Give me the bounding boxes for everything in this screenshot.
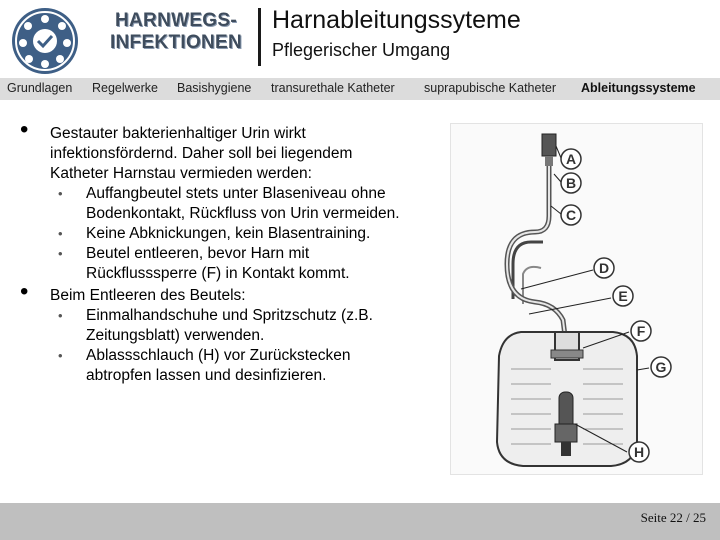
svg-text:F: F: [636, 323, 646, 339]
bullet-icon: •: [20, 116, 29, 143]
svg-text:E: E: [618, 288, 628, 304]
sub-bullet-icon: •: [58, 308, 63, 323]
sub-bullet-text: Auffangbeutel stets unter Blaseniveau ohne Bodenkontakt, Rückfluss von Urin vermeiden.: [86, 185, 400, 222]
label-h: [629, 442, 649, 462]
svg-text:G: G: [655, 359, 667, 375]
sub-bullet-item: [14, 244, 414, 284]
label-g: [651, 357, 671, 377]
sub-bullet-item: [14, 306, 414, 346]
label-c: [561, 205, 581, 225]
logo-icon: [10, 6, 80, 76]
sub-bullet-icon: •: [58, 348, 63, 363]
nav-item-grundlagen[interactable]: Grundlagen: [7, 81, 73, 95]
brand-line-1: HARNWEGS-: [115, 10, 237, 31]
header-divider: [258, 8, 261, 66]
bullet-item: [14, 278, 414, 306]
label-a: [561, 149, 581, 169]
label-b: [561, 173, 581, 193]
page-number: Seite 22 / 25: [640, 510, 706, 525]
sub-bullet-item: [14, 224, 414, 244]
footer-bar: [0, 503, 720, 540]
drainage-bag-illustration: [451, 124, 702, 474]
sub-bullet-icon: •: [58, 246, 63, 261]
bullet-item: [14, 116, 414, 184]
label-d: [594, 258, 614, 278]
label-f: [631, 321, 651, 341]
bullet-text: Gestauter bakterienhaltiger Urin wirkt infektionsfördernd. Daher soll bei liegendem Katheter Harnstau vermieden werden:: [50, 125, 353, 182]
sub-bullet-text: Ablassschlauch (H) vor Zurückstecken abtropfen lassen und desinfizieren.: [86, 347, 351, 384]
svg-text:B: B: [565, 175, 577, 191]
svg-text:H: H: [633, 444, 645, 460]
bullet-text: Beim Entleeren des Beutels:: [50, 287, 246, 304]
sub-bullet-text: Einmalhandschuhe und Spritzschutz (z.B. Zeitungsblatt) verwenden.: [86, 307, 373, 344]
sub-bullet-item: [14, 184, 414, 224]
nav-item-suprapubische-katheter[interactable]: suprapubische Katheter: [424, 81, 557, 95]
sub-bullet-text: Beutel entleeren, bevor Harn mit Rückflusssperre (F) in Kontakt kommt.: [86, 245, 350, 282]
page-title: Harnableitungssyteme: [272, 6, 521, 34]
brand-line-2: INFEKTIONEN: [109, 32, 243, 53]
sub-bullet-icon: •: [58, 226, 63, 241]
brand-wordmark: [102, 10, 250, 54]
label-e: [613, 286, 633, 306]
svg-text:C: C: [565, 207, 577, 223]
svg-text:A: A: [565, 151, 577, 167]
drainage-bag-figure: [450, 123, 703, 475]
nav-item-ableitungssysteme[interactable]: Ableitungssysteme: [581, 81, 696, 95]
bullet-icon: •: [20, 278, 29, 305]
bullet-list: [14, 116, 414, 386]
nav-item-basishygiene[interactable]: Basishygiene: [177, 81, 252, 95]
sub-bullet-icon: •: [58, 186, 63, 201]
page-subtitle: Pflegerischer Umgang: [272, 40, 451, 60]
nav-bar: [0, 78, 720, 100]
sub-bullet-text: Keine Abknickungen, kein Blasentraining.: [86, 225, 371, 242]
sub-bullet-item: [14, 346, 414, 386]
svg-text:D: D: [598, 260, 610, 276]
nav-item-transurethale-katheter[interactable]: transurethale Katheter: [271, 81, 395, 95]
nav-item-regelwerke[interactable]: Regelwerke: [92, 81, 159, 95]
